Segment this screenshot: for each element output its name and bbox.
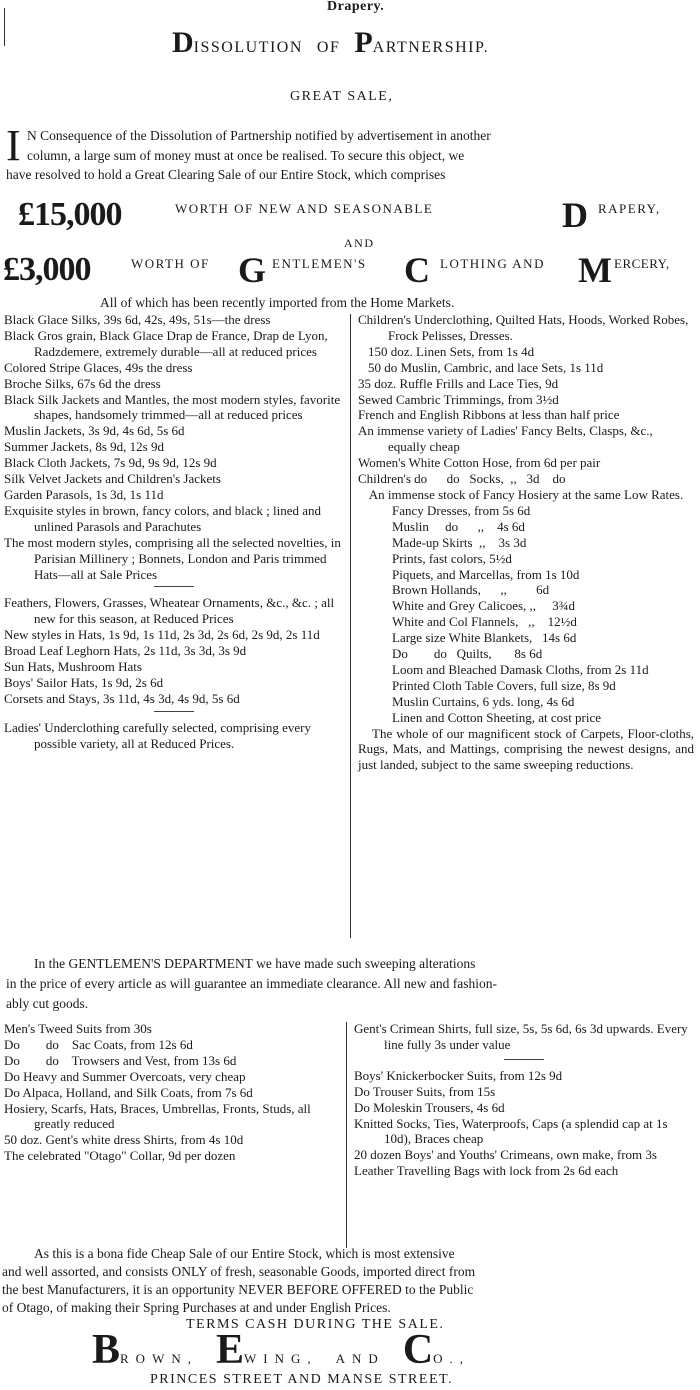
gents-intro-line-1: In the GENTLEMEN'S DEPARTMENT we have made such sweeping alterations <box>34 956 476 971</box>
list-item: Made-up Skirts ,, 3s 3d <box>392 534 527 550</box>
list-item: Black Glace Silks, 39s 6d, 42s, 49s, 51s—the dress <box>4 312 271 327</box>
headline-cap-d: D <box>172 26 194 59</box>
list-item: Sun Hats, Mushroom Hats <box>4 659 142 675</box>
offer1-text: WORTH OF NEW AND SEASONABLE <box>175 201 434 216</box>
list-item: Broad Leaf Leghorn Hats, 2s 11d, 3s 3d, 3s 9d <box>4 643 247 659</box>
firm-word-ewing: WING, <box>244 1351 318 1366</box>
left-goods-column <box>4 312 344 752</box>
list-item: Sewed Cambric Trimmings, from 3½d <box>358 391 559 407</box>
offer2-word-mercery: ERCERY, <box>614 256 670 271</box>
list-item: White and Grey Calicoes, ,, 3¾d <box>392 598 576 614</box>
list-item: Colored Stripe Glaces, 49s the dress <box>4 359 193 375</box>
intro-line-3: have resolved to hold a Great Clearing Sale of our Entire Stock, which comprises <box>6 167 446 182</box>
closing-line-3: the best Manufacturers, it is an opportunity NEVER BEFORE OFFERED to the Public <box>2 1282 474 1297</box>
list-item: Knitted Socks, Ties, Waterproofs, Caps (a splendid cap at 1s 10d), Braces cheap <box>354 1115 668 1147</box>
list-item: 50 doz. Gent's white dress Shirts, from 4s 10d <box>4 1132 244 1148</box>
list-item: Muslin Curtains, 6 yds. long, 4s 6d <box>392 693 575 709</box>
list-item: Brown Hollands, ,, 6d <box>392 582 550 598</box>
list-item: Large size White Blankets, 14s 6d <box>392 630 577 646</box>
list-item: Black Silk Jackets and Mantles, the most modern styles, favorite shapes, handsomely trimmed—all at reduced prices <box>4 391 341 423</box>
firm-word-brown: ROWN, <box>120 1351 198 1366</box>
list-item: The whole of our magnificent stock of Carpets, Floor-cloths, Rugs, Mats, and Mattings, comprising the newest designs, and just landed, subject to the same sweeping reductions. <box>358 725 694 773</box>
gents-intro-line-3: ably cut goods. <box>6 996 89 1011</box>
list-item: Fancy Dresses, from 5s 6d <box>392 502 531 518</box>
list-item: Printed Cloth Table Covers, full size, 8s 9d <box>392 677 616 693</box>
list-item: Gent's Crimean Shirts, full size, 5s, 5s 6d, 6s 3d upwards. Every line fully 3s under value <box>354 1021 688 1052</box>
list-item: 35 doz. Ruffle Frills and Lace Ties, 9d <box>358 375 559 391</box>
section-label: Drapery. <box>327 0 385 14</box>
list-item: New styles in Hats, 1s 9d, 1s 11d, 2s 3d, 2s 6d, 2s 9d, 2s 11d <box>4 627 320 643</box>
column-divider <box>154 711 194 712</box>
list-item: Garden Parasols, 1s 3d, 1s 11d <box>4 486 164 502</box>
gents-left-column <box>4 1021 340 1164</box>
list-item: An immense stock of Fancy Hosiery at the same Low Rates. <box>368 486 684 502</box>
list-item: Feathers, Flowers, Grasses, Wheatear Ornaments, &c., &c. ; all new for this season, at Reduced Prices <box>4 595 335 627</box>
list-item: Do Trouser Suits, from 15s <box>354 1083 496 1099</box>
headline-word-1: ISSOLUTION <box>193 39 303 56</box>
offer2-word-gentlemens: ENTLEMEN'S <box>272 256 367 271</box>
column-separator <box>350 314 351 938</box>
and-word: AND <box>344 236 375 250</box>
column-separator <box>346 1022 347 1248</box>
list-item: Do do Trowsers and Vest, from 13s 6d <box>4 1052 237 1068</box>
offer2-cap-g: G <box>238 250 267 290</box>
list-item: Boys' Sailor Hats, 1s 9d, 2s 6d <box>4 674 164 690</box>
column-divider <box>504 1059 544 1060</box>
offer1-amount: £15,000 <box>18 196 122 233</box>
list-item: Do Moleskin Trousers, 4s 6d <box>354 1099 505 1115</box>
list-item: Women's White Cotton Hose, from 6d per pair <box>358 455 601 471</box>
address-line: PRINCES STREET AND MANSE STREET. <box>150 1372 454 1387</box>
list-item: Ladies' Underclothing carefully selected, comprising every possible variety, all at Reduced Prices. <box>4 719 312 751</box>
list-item: 20 dozen Boys' and Youths' Crimeans, own make, from 3s <box>354 1147 657 1163</box>
intro-line-2: column, a large sum of money must at once be realised. To secure this object, we <box>27 148 465 163</box>
list-item: Men's Tweed Suits from 30s <box>4 1021 152 1036</box>
list-item: Children's do do Socks, ,, 3d do <box>358 471 566 487</box>
firm-word-and: AND <box>335 1351 385 1366</box>
list-item: Black Cloth Jackets, 7s 9d, 9s 9d, 12s 9d <box>4 455 217 471</box>
column-divider <box>154 586 194 587</box>
right-goods-column <box>358 312 694 773</box>
list-item: French and English Ribbons at less than half price <box>358 407 620 423</box>
intro-line-1: N Consequence of the Dissolution of Partnership notified by advertisement in another <box>27 128 491 143</box>
offer2-cap-c: C <box>404 250 430 290</box>
list-item: The celebrated "Otago" Collar, 9d per dozen <box>4 1148 236 1164</box>
gents-right-column <box>354 1021 694 1179</box>
subheadline: GREAT SALE, <box>290 89 394 104</box>
list-item: Prints, fast colors, 5½d <box>392 550 512 566</box>
firm-word-co: O., <box>433 1351 471 1366</box>
list-item: Do do Sac Coats, from 12s 6d <box>4 1036 193 1052</box>
list-item: Summer Jackets, 8s 9d, 12s 9d <box>4 439 164 455</box>
headline-cap-p: P <box>354 26 373 59</box>
list-item: White and Col Flannels, ,, 12½d <box>392 614 577 630</box>
list-item: Muslin do ,, 4s 6d <box>392 518 525 534</box>
list-item: Hosiery, Scarfs, Hats, Braces, Umbrellas, Fronts, Studs, all greatly reduced <box>4 1100 311 1132</box>
list-item: An immense variety of Ladies' Fancy Belts, Clasps, &c., equally cheap <box>358 423 653 455</box>
gents-intro-line-2: in the price of every article as will guarantee an immediate clearance. All new and fashion- <box>6 976 498 991</box>
firm-cap-c: C <box>402 1327 434 1373</box>
offer1-rest: RAPERY, <box>598 201 661 216</box>
list-item: Broche Silks, 67s 6d the dress <box>4 375 161 391</box>
offer2-word-clothing: LOTHING AND <box>440 256 545 271</box>
list-item: Silk Velvet Jackets and Children's Jackets <box>4 471 221 487</box>
list-item: Leather Travelling Bags with lock from 2s 6d each <box>354 1163 619 1179</box>
list-item: Exquisite styles in brown, fancy colors, and black ; lined and unlined Parasols and Parachutes <box>4 502 321 534</box>
closing-line-2: and well assorted, and consists ONLY of fresh, seasonable Goods, imported direct from <box>2 1264 476 1279</box>
list-item: Linen and Cotton Sheeting, at cost price <box>392 709 602 725</box>
headline <box>172 28 489 58</box>
list-item: Piquets, and Marcellas, from 1s 10d <box>392 566 580 582</box>
intro-dropcap: I <box>6 121 21 170</box>
list-item: 150 doz. Linen Sets, from 1s 4d <box>368 343 535 359</box>
list-item: Corsets and Stays, 3s 11d, 4s 3d, 4s 9d, 5s 6d <box>4 690 240 706</box>
left-border-rule <box>4 8 5 46</box>
list-item: Muslin Jackets, 3s 9d, 4s 6d, 5s 6d <box>4 423 185 439</box>
offer2-text: WORTH OF <box>131 256 210 271</box>
headline-of: OF <box>316 39 341 56</box>
firm-cap-b: B <box>92 1327 121 1373</box>
offer1-cap-d: D <box>562 195 588 235</box>
list-item: Do do Quilts, 8s 6d <box>392 646 543 662</box>
list-item: Loom and Bleached Damask Cloths, from 2s 11d <box>392 661 649 677</box>
offer2-cap-m: M <box>578 250 612 290</box>
list-item: Do Alpaca, Holland, and Silk Coats, from 7s 6d <box>4 1084 253 1100</box>
offer2-amount: £3,000 <box>3 251 91 288</box>
headline-word-2: ARTNERSHIP. <box>372 39 490 56</box>
list-item: Do Heavy and Summer Overcoats, very cheap <box>4 1068 246 1084</box>
firm-cap-e: E <box>215 1327 244 1373</box>
list-item: Black Gros grain, Black Glace Drap de France, Drap de Lyon, Radzdemere, extremely durable—all at reduced prices <box>4 327 328 359</box>
closing-line-4: of Otago, of making their Spring Purchases at and under English Prices. <box>2 1300 391 1315</box>
firm-name <box>92 1327 471 1373</box>
list-item: The most modern styles, comprising all the selected novelties, in Parisian Millinery ; Bonnets, London and Paris trimmed Hats—all at Sale Prices <box>4 534 341 582</box>
closing-line-1: As this is a bona fide Cheap Sale of our Entire Stock, which is most extensive <box>34 1246 455 1261</box>
terms-line: TERMS CASH DURING THE SALE. <box>186 1317 445 1332</box>
imported-line: All of which has been recently imported from the Home Markets. <box>100 295 455 310</box>
list-item: 50 do Muslin, Cambric, and lace Sets, 1s 11d <box>368 359 604 375</box>
list-item: Children's Underclothing, Quilted Hats, Hoods, Worked Robes, Frock Pelisses, Dresses. <box>358 312 689 343</box>
list-item: Boys' Knickerbocker Suits, from 12s 9d <box>354 1067 563 1083</box>
